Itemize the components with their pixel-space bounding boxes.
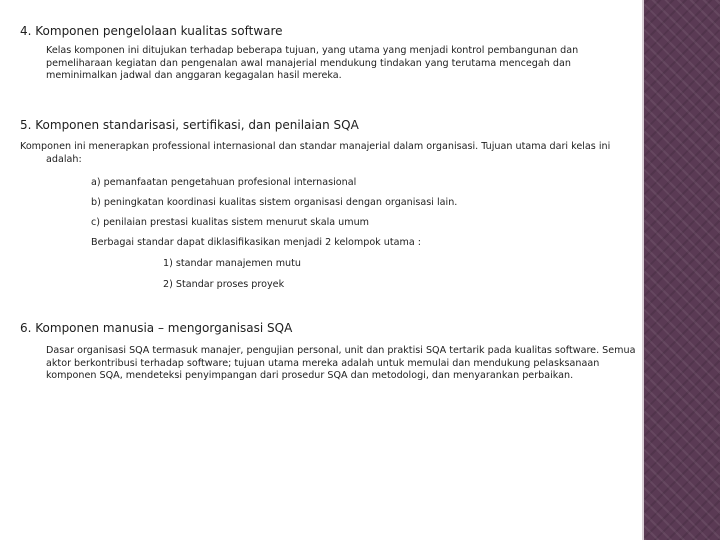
goal-item-a: a) pemanfaatan pengetahuan profesional internasional (91, 177, 357, 188)
standards-intro: Berbagai standar dapat diklasifikasikan menjadi 2 kelompok utama : (91, 237, 422, 248)
standard-item-1: 1) standar manajemen mutu (163, 258, 301, 269)
section-5-heading: 5. Komponen standarisasi, sertifikasi, dan penilaian SQA (20, 118, 359, 132)
section-5-intro: Komponen ini menerapkan professional internasional dan standar manajerial dalam organisasi. Tujuan utama dari kelas ini adalah: (20, 141, 611, 165)
decorative-side-panel (642, 0, 720, 540)
section-4-heading: 4. Komponen pengelolaan kualitas software (20, 24, 283, 38)
goal-item-b: b) peningkatan koordinasi kualitas sistem organisasi dengan organisasi lain. (91, 197, 458, 208)
section-6-body: Dasar organisasi SQA termasuk manajer, pengujian personal, unit dan praktisi SQA tertarik pada kualitas software. Semua aktor berkontribusi terhadap software; tujuan utama mereka adalah untuk memulai dan mendukung pelasksanaan komponen SQA, mendeteksi penyimpangan dari prosedur SQA dan metodologi, dan menyarankan perbaikan. (46, 345, 636, 381)
standard-item-2: 2) Standar proses proyek (163, 279, 285, 290)
goal-item-c: c) penilaian prestasi kualitas sistem menurut skala umum (91, 217, 370, 228)
section-4-body: Kelas komponen ini ditujukan terhadap beberapa tujuan, yang utama yang menjadi kontrol pembangunan dan pemeliharaan kegiatan dan pengenalan awal manajerial mendukung tindakan yang terutama mencegah dan meminimalkan jadwal dan anggaran kegagalan hasil mereka. (46, 45, 579, 81)
section-6-heading: 6. Komponen manusia – mengorganisasi SQA (20, 321, 293, 335)
